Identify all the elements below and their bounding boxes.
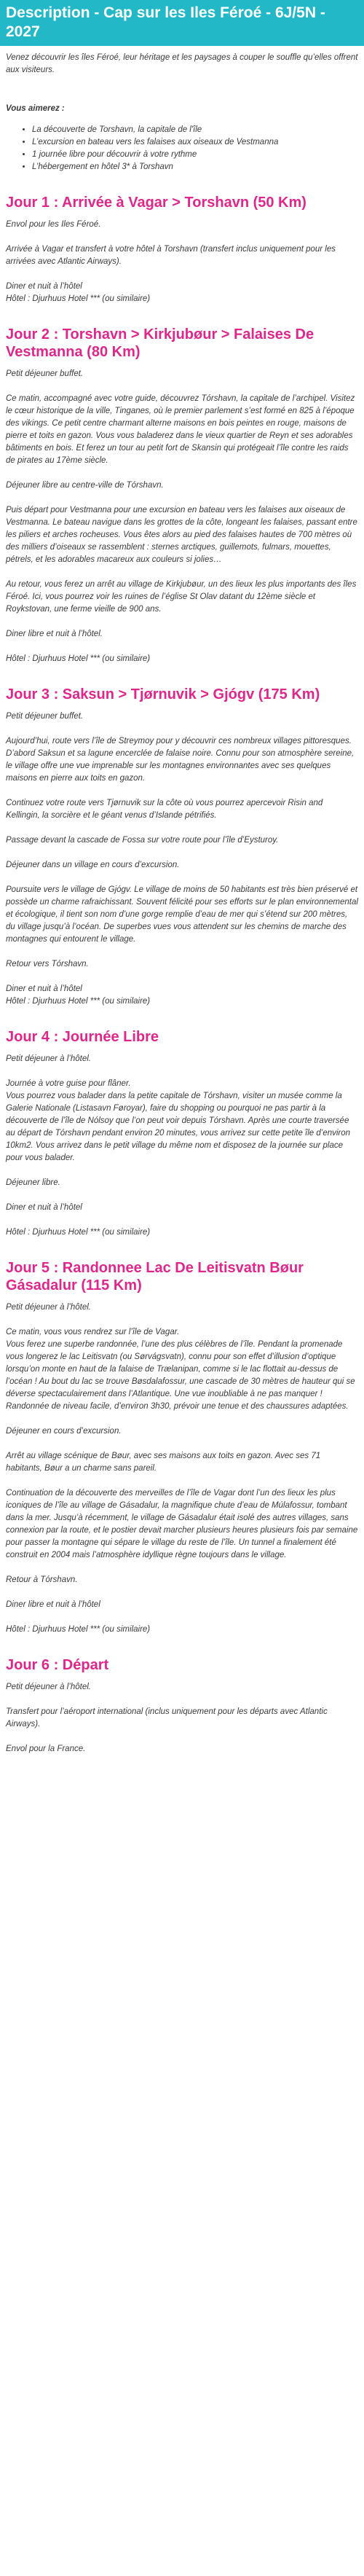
day-paragraph: Continuation de la découverte des merveilles de l’île de Vagar dont l’un des lieux les plus iconiques de l’île au village de Gásadalur, la magnifique chute d’eau de Múlafossur, tombant dans la mer. Jusqu’à récemment, le village de Gásadalur était isolé des autres villages, sans connexion par la route, et le postier devait marcher plusieurs heures plusieurs fois par semaine pour passer la montagne qui sépare le village du reste de l’île. Un tunnel a finalement été construit en 2004 mais l’atmosphère idyllique règne toujours dans le village. — [6, 1489, 358, 1559]
day-paragraph: Passage devant la cascade de Fossa sur votre route pour l’île d’Eysturoy. — [6, 836, 279, 845]
day-paragraph: Aujourd’hui, route vers l’île de Streymoy pour y découvrir ces nombreux villages pittoresques. D’abord Saksun et sa lagune encerclée de falaise noire. Connu pour son atmosphère sereine, le village offre une vue imprenable sur les montagnes environnantes avec ses quelques maisons en pierre aux toits en gazon. — [6, 737, 355, 783]
highlight-item: • L’excursion en bateau vers les falaises aux oiseaux de Vestmanna — [32, 136, 358, 149]
day-paragraph: Hôtel : Djurhuus Hotel *** (ou similaire) — [6, 1228, 151, 1237]
day-paragraph: Arrêt au village scénique de Bøur, avec ses maisons aux toits en gazon. Avec ses 71 habitants, Bøur a un charme sans pareil. — [6, 1452, 321, 1473]
day-section-4 — [6, 1028, 358, 1239]
day-paragraph: Au retour, vous ferez un arrêt au village de Kirkjubøur, un des lieux les plus importants des îles Féroé. Ici, vous pourrez voir les ruines de l’église St Olav datant du 12ème siècle et Roykstovan, une ferme vieille de 900 ans. — [6, 580, 357, 614]
day-section-3 — [6, 686, 358, 1008]
day-section-5 — [6, 1259, 358, 1636]
day-paragraph: Petit déjeuner à l’hôtel. — [6, 1054, 91, 1063]
day-paragraph: Déjeuner en cours d’excursion. — [6, 1427, 122, 1436]
intro-text: Venez découvrir les îles Féroé, leur héritage et les paysages à couper le souffle qu’elles offrent aux visiteurs. — [6, 53, 358, 74]
highlight-item: • 1 journée libre pour découvrir à votre rythme — [32, 149, 358, 161]
day-paragraph: Continuez votre route vers Tjørnuvik sur la côte où vous pourrez apercevoir Risin and Kellingin, la sorcière et le géant venus d’Islande pétrifiés. — [6, 799, 323, 820]
day-paragraph: Ce matin, vous vous rendrez sur l’île de Vagar. Vous ferez une superbe randonnée, l’une des plus célèbres de l’île. Pendant la promenade vous longerez le lac Leitisvatn (ou Sørvágsvatn), connu pour son effet d’illusion d’optique lorsqu’on monte en haut de la falaise de Trælanipan, comme si le lac flottait au-dessus de l’océan ! Au bout du lac se trouve Bøsdalafossur, une cascade de 30 mètres de hauteur qui se déverse spectaculairement dans l’Atlantique. Une vue inoubliable à ne pas manquer ! Randonnée de niveau facile, d’environ 3h30, prévoir une tenue et des chaussures adaptées. — [6, 1328, 355, 1411]
page-title: Description - Cap sur les Iles Féroé - 6J/5N - 2027 — [6, 4, 325, 40]
day-title: Jour 1 : Arrivée à Vagar > Torshavn (50 Km) — [6, 195, 306, 211]
day-paragraph: Diner libre et nuit à l’hôtel. — [6, 630, 103, 638]
day-paragraph: Journée à votre guise pour flâner. Vous pourrez vous balader dans la petite capitale de Tórshavn, visiter un musée comme la Galerie Nationale (Listasavn Føroyar), faire du shopping ou pourquoi ne pas partir à la découverte de l’île de Nólsoy que l’on peut voir depuis Tórshavn. Après une courte traversée au départ de Tórshavn pendant environ 20 minutes, vous arrivez sur cette petite île d’environ 10km2. Vous arrivez dans le petit village du même nom et disposez de la journée sur place pour vous balader. — [6, 1079, 351, 1162]
page-title-banner — [0, 0, 364, 46]
day-paragraph: Petit déjeuner à l’hôtel. — [6, 1683, 91, 1691]
day-paragraph: Poursuite vers le village de Gjógv. Le village de moins de 50 habitants est très bien préservé et possède un charme rafraichissant. Souvent félicité pour ses efforts sur le plan environnemental et écologique, il tient son nom d’une gorge remplie d’eau de mer qui s’étend sur 200 mètres, du village jusqu’à l’océan. De superbes vues vous attendent sur les chemins de marche des montagnes qui entourent le village. — [6, 885, 358, 944]
day-paragraph: Arrivée à Vagar et transfert à votre hôtel à Torshavn (transfert inclus uniquement pour les arrivées avec Atlantic Airways). — [6, 245, 336, 266]
itinerary-content — [0, 46, 364, 1755]
day-title: Jour 6 : Départ — [6, 1657, 109, 1673]
day-paragraph: Retour à Tórshavn. — [6, 1575, 78, 1584]
day-paragraph: Déjeuner libre au centre-ville de Tórshavn. — [6, 481, 164, 490]
day-list — [6, 194, 358, 1755]
day-paragraph: Hôtel : Djurhuus Hotel *** (ou similaire) — [6, 654, 151, 663]
day-paragraph: Retour vers Tórshavn. — [6, 960, 89, 968]
highlight-item: • L’hébergement en hôtel 3* à Torshavn — [32, 161, 358, 173]
day-paragraph: Hôtel : Djurhuus Hotel *** (ou similaire) — [6, 1625, 151, 1634]
day-section-1 — [6, 194, 358, 305]
day-section-6 — [6, 1656, 358, 1755]
day-paragraph: Ce matin, accompagné avec votre guide, découvrez Tórshavn, la capitale de l’archipel. Visitez le cœur historique de la ville, Tinganes, où le premier parlement s’est formé en 825 à l’époque des vikings. Ce petit centre charmant alterne maisons en bois peintes en rouge, maisons de pierre et toits en gazon. Vous vous baladerez dans le vieux quartier de Reyn et ses adorables bâtiments en bois. Et ferez un tour au petit fort de Skansin qui protégeait l’île contre les raids de pirates au 17ème siècle. — [6, 394, 355, 465]
day-title: Jour 5 : Randonnee Lac De Leitisvatn Bøur Gásadalur (115 Km) — [6, 1260, 304, 1293]
highlight-item: • La découverte de Torshavn, la capitale de l'île — [32, 124, 358, 136]
highlights-list — [6, 124, 358, 173]
highlights-heading: Vous aimerez : — [6, 104, 65, 113]
day-paragraph: Petit déjeuner à l’hôtel. — [6, 1303, 91, 1312]
day-paragraph: Transfert pour l’aéroport international (inclus uniquement pour les départs avec Atlantic Airways). — [6, 1707, 328, 1729]
day-paragraph: Petit déjeuner buffet. — [6, 369, 84, 378]
day-paragraph: Diner et nuit à l’hôtel — [6, 1203, 82, 1212]
day-title: Jour 3 : Saksun > Tjørnuvik > Gjógv (175 Km) — [6, 686, 320, 702]
day-paragraph: Diner et nuit à l’hôtel Hôtel : Djurhuus Hotel *** (ou similaire) — [6, 282, 151, 303]
day-paragraph: Petit déjeuner buffet. — [6, 712, 84, 721]
day-paragraph: Envol pour les Iles Féroé. — [6, 220, 101, 229]
day-paragraph: Diner libre et nuit à l’hôtel — [6, 1600, 100, 1609]
day-paragraph: Envol pour la France. — [6, 1745, 86, 1753]
day-paragraph: Puis départ pour Vestmanna pour une excursion en bateau vers les falaises aux oiseaux de Vestmanna. Le bateau navigue dans les grottes de la côte, longeant les falaises, passant entre les piliers et arches rocheuses. Vous êtes alors au pied des falaises hautes de 700 mètres où des milliers d’oiseaux se rassemblent : sternes arctiques, guillemots, fulmars, mouettes, pétrels, et les adorables macareux aux couleurs si jolies… — [6, 506, 357, 564]
day-paragraph: Déjeuner dans un village en cours d’excursion. — [6, 861, 180, 869]
day-title: Jour 4 : Journée Libre — [6, 1029, 159, 1045]
day-paragraph: Diner et nuit à l’hôtel Hôtel : Djurhuus Hotel *** (ou similaire) — [6, 984, 151, 1006]
day-section-2 — [6, 326, 358, 665]
day-title: Jour 2 : Torshavn > Kirkjubøur > Falaises De Vestmanna (80 Km) — [6, 326, 314, 360]
day-paragraph: Déjeuner libre. — [6, 1178, 60, 1187]
